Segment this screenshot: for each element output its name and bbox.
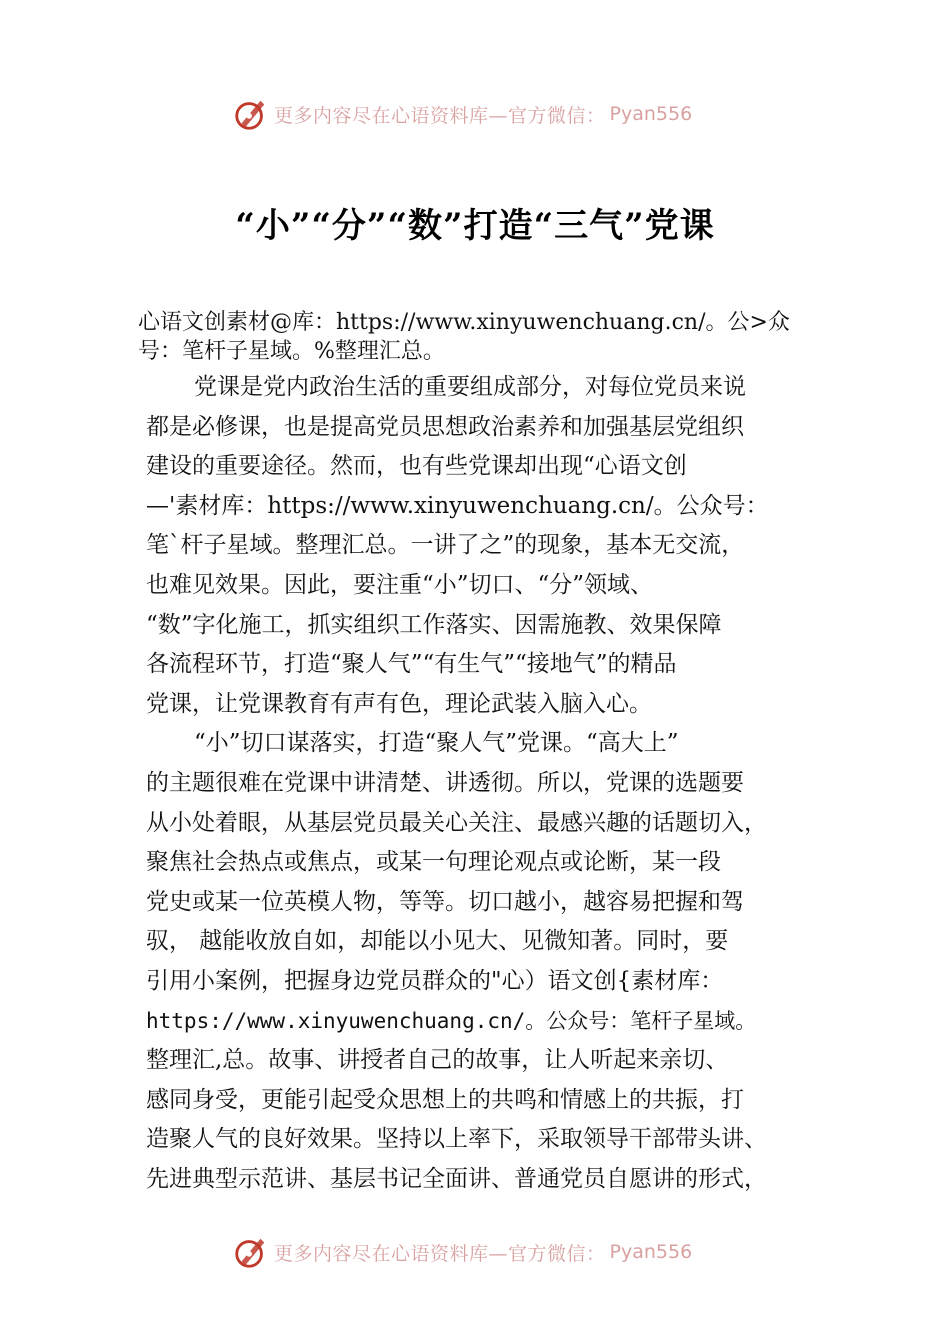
body-line: 从小处着眼，从基层党员最关心关注、最感兴趣的话题切入， [146, 809, 767, 836]
body-line: “小”切口谋落实，打造“聚人气”党课。“高大上” [194, 730, 679, 757]
body-line: 造聚人气的良好效果。坚持以上率下，采取领导干部带头讲、 [146, 1126, 767, 1153]
watermark-banner-bottom [0, 1232, 950, 1272]
body-line: 先进典型示范讲、基层书记全面讲、普通党员自愿讲的形式， [146, 1165, 767, 1192]
body-line: 党课，让党课教育有声有色，理论武装入脑入心。 [146, 690, 652, 717]
body-line: https://www.xinyuwenchuang.cn/。公众号：笔杆子星域。 [146, 1008, 757, 1033]
body-line: 各流程环节，打造“聚人气”“有生气”“接地气”的精品 [146, 651, 677, 678]
body-line: 也难见效果。因此，要注重“小”切口、“分”领域、 [146, 571, 654, 598]
body-line: 整理汇,总。故事、讲授者自己的故事，让人听起来亲切、 [146, 1047, 729, 1074]
pen-logo-icon [232, 1233, 270, 1271]
watermark-lead [138, 308, 838, 366]
body-line: “数”字化施工，抓实组织工作落实、因需施教、效果保障 [146, 611, 722, 638]
banner-text: 更多内容尽在心语资料库—官方微信： [274, 1242, 606, 1265]
document-title: “小”“分”“数”打造“三气”党课 [235, 206, 715, 246]
body-line: 都是必修课，也是提高党员思想政治素养和加强基层党组织 [146, 413, 744, 440]
body-line: 引用小案例，把握身边党员群众的"心）语文创{素材库： [146, 967, 724, 994]
body-line: 建设的重要途径。然而，也有些党课却出现“心语文创 [146, 453, 687, 480]
body-line: 聚焦社会热点或焦点，或某一句理论观点或论断，某一段 [146, 849, 721, 876]
lead-line-2: 号：笔杆子星域。%整理汇总。 [138, 339, 445, 364]
pen-logo-icon [232, 95, 270, 133]
watermark-banner-top [0, 94, 950, 134]
body-line: —'素材库：https://www.xinyuwenchuang.cn/。公众号： [146, 492, 769, 519]
body-line: 的主题很难在党课中讲清楚、讲透彻。所以，党课的选题要 [146, 769, 744, 796]
body-line: 驭， 越能收放自如，却能以小见大、见微知著。同时，要 [146, 928, 729, 955]
lead-line-1: 心语文创素材@库：https://www.xinyuwenchuang.cn/。公>众 [138, 310, 790, 335]
banner-handle: Pyan556 [609, 103, 693, 125]
body-line: 感同身受，更能引起受众思想上的共鸣和情感上的共振，打 [146, 1086, 744, 1113]
banner-handle: Pyan556 [609, 1241, 693, 1263]
document-body [146, 368, 826, 1199]
banner-text: 更多内容尽在心语资料库—官方微信： [274, 104, 606, 127]
body-line: 党课是党内政治生活的重要组成部分，对每位党员来说 [194, 374, 746, 400]
body-line: 党史或某一位英模人物，等等。切口越小，越容易把握和驾 [146, 888, 744, 915]
body-line: 笔`杆子星域。整理汇总。一讲了之”的现象，基本无交流， [146, 532, 745, 559]
